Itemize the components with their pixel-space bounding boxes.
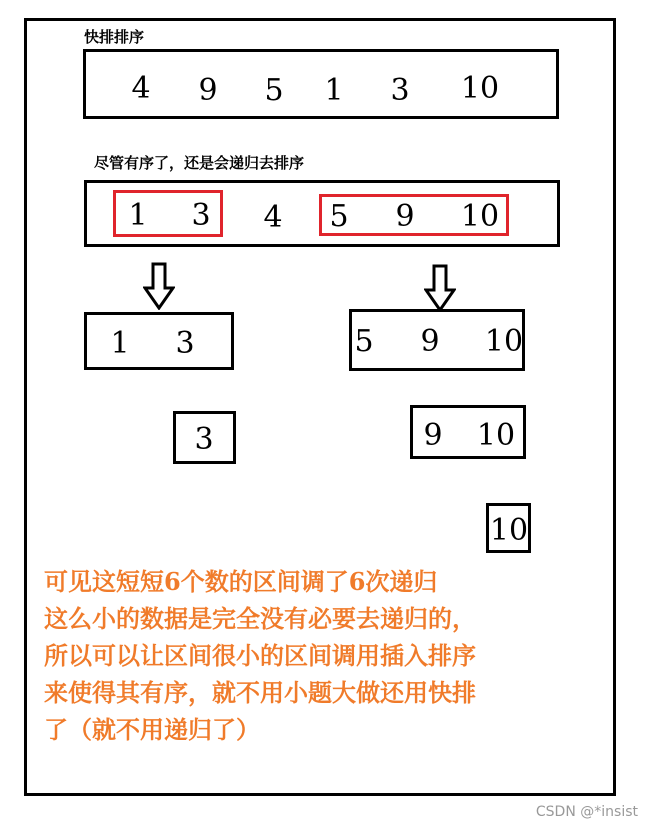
down-arrow-icon	[424, 264, 456, 312]
note-line: 可见这短短6个数的区间调了6次递归	[44, 567, 438, 596]
explanation-note	[44, 563, 476, 748]
array-value: 9	[198, 73, 218, 108]
array-value: 5	[264, 73, 284, 108]
array-value: 3	[175, 326, 195, 361]
array-value: 9	[423, 418, 443, 453]
array-value: 10	[489, 513, 529, 548]
array-value: 9	[395, 199, 415, 234]
note-line: 了（就不用递归了）	[44, 715, 260, 744]
array-value: 4	[131, 71, 151, 106]
pivot-value: 4	[263, 200, 283, 235]
note-line: 来使得其有序，就不用小题大做还用快排	[44, 678, 476, 707]
array-value: 1	[324, 73, 344, 108]
right-sub-box	[410, 405, 526, 459]
down-arrow-icon	[143, 262, 175, 310]
note-line: 所以可以让区间很小的区间调用插入排序	[44, 641, 476, 670]
note-line: 这么小的数据是完全没有必要去递归的，	[44, 604, 476, 633]
left-leaf-box	[173, 411, 236, 464]
right-partition-highlight	[319, 194, 509, 236]
array-value: 10	[484, 324, 524, 359]
array-value: 3	[194, 422, 214, 457]
array-value: 5	[354, 324, 374, 359]
right-subarray-box	[349, 309, 525, 371]
left-subarray-box	[84, 312, 234, 370]
array-value: 10	[460, 71, 500, 106]
array-value: 3	[191, 198, 211, 233]
left-partition-highlight	[113, 190, 223, 237]
array-value: 5	[329, 199, 349, 234]
array-value: 1	[128, 198, 148, 233]
subtitle-label: 尽管有序了，还是会递归去排序	[94, 154, 305, 172]
right-leaf-box	[486, 503, 531, 553]
array-value: 3	[390, 73, 410, 108]
initial-array-box	[83, 49, 559, 119]
array-value: 1	[110, 326, 130, 361]
array-value: 10	[476, 418, 516, 453]
array-value: 9	[420, 324, 440, 359]
watermark: CSDN @*insist	[535, 804, 638, 820]
title-label: 快排排序	[84, 28, 145, 46]
array-value: 10	[460, 199, 500, 234]
